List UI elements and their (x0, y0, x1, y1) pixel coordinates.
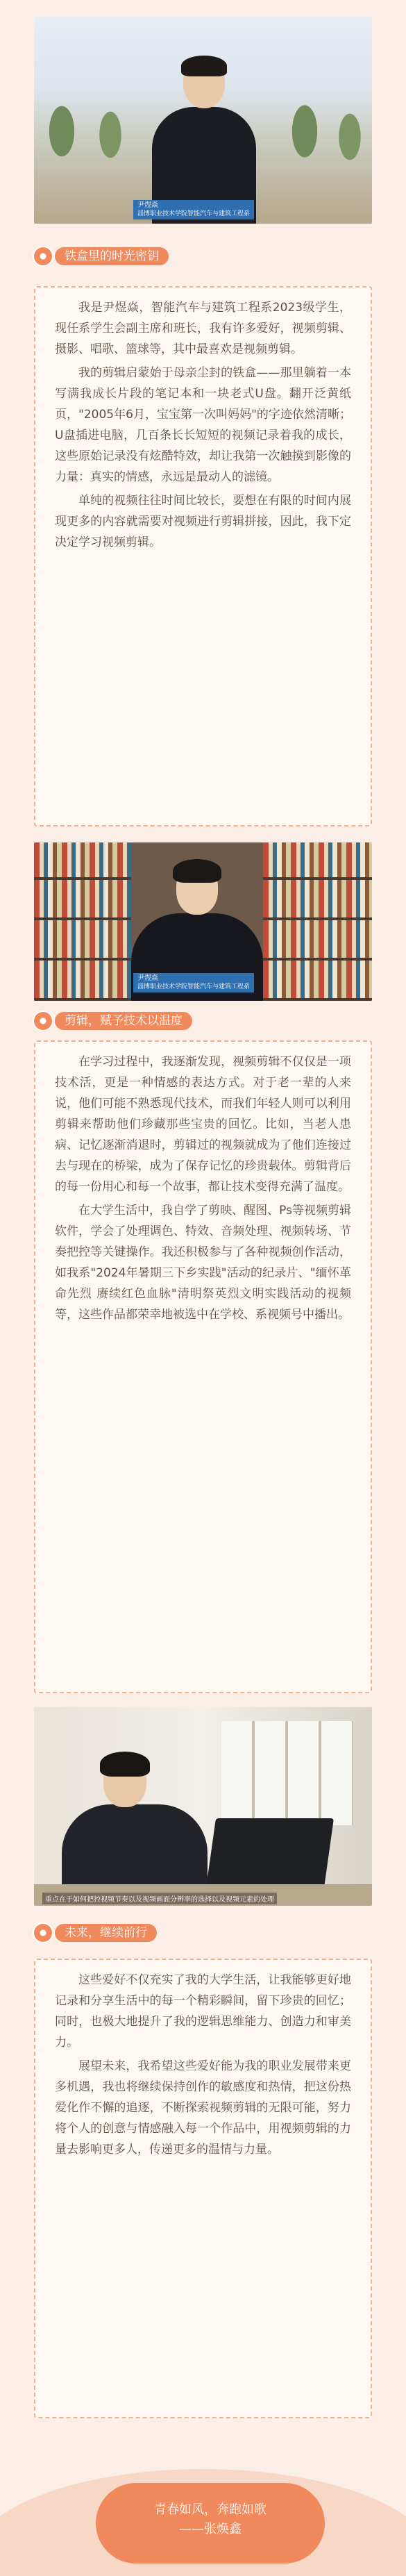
caption-org: 淄博职业技术学院智能汽车与建筑工程系 (137, 983, 251, 990)
photo-caption (133, 973, 254, 992)
flower-icon (34, 1012, 52, 1030)
paragraph: 这些爱好不仅充实了我的大学生活，让我能够更好地记录和分享生活中的每一个精彩瞬间，留下珍贵的回忆；同时，也极大地提升了我的逻辑思维能力、创造力和审美力。 (55, 1973, 351, 2050)
photo-student-outdoor (34, 17, 372, 224)
caption-name: 尹煜焱 (137, 201, 158, 209)
laptop (206, 1818, 334, 1888)
paragraph: 在学习过程中，我逐渐发现，视频剪辑不仅仅是一项技术活，更是一种情感的表达方式。对于老一辈的人来说，他们可能不熟悉现代技术，而我们年轻人则可以利用剪辑来帮助他们珍藏那些宝贵的回忆。比如，当老人患病、记忆逐渐消退时，剪辑过的视频就成为了他们连接过去与现在的桥梁，成为了保存记忆的珍贵载体。剪辑背后的每一份用心和每一个故事，都让技术变得充满了温度。 (55, 1055, 351, 1194)
bookshelf (263, 842, 372, 1001)
caption-name: 尹煜焱 (137, 974, 158, 982)
section-title: 未来，继续前行 (55, 1924, 157, 1942)
section-title: 剪辑，赋予技术以温度 (55, 1012, 192, 1030)
text-card-1 (34, 286, 372, 826)
footer-slogan: 青春如风，奔跑如歌 (154, 2502, 267, 2517)
window (221, 1721, 353, 1825)
text-card-2 (34, 1040, 372, 1693)
paragraph: 单纯的视频往往时间比较长，要想在有限的时间内展现更多的内容就需要对视频进行剪辑拼接，因此，我下定决定学习视频剪辑。 (55, 494, 351, 549)
flower-icon (34, 247, 52, 265)
photo-student-library (34, 842, 372, 1001)
paragraph: 我是尹煜焱，智能汽车与建筑工程系2023级学生，现任系学生会副主席和班长，我有许多爱好，视频剪辑、摄影、唱歌、篮球等，其中最喜欢是视频剪辑。 (55, 301, 351, 356)
student-figure (152, 58, 256, 224)
student-figure (62, 1756, 208, 1906)
paragraph: 展望未来，我希望这些爱好能为我的职业发展带来更多机遇，我也将继续保持创作的敏感度和热情，把这份热爱化作不懈的追逐，不断探索视频剪辑的无限可能，努力将个人的创意与情感融入每一个作品中，用视频剪辑的力量去影响更多人，传递更多的温情与力量。 (55, 2059, 351, 2157)
bookshelf (34, 842, 131, 1001)
flower-icon (34, 1924, 52, 1942)
section-title: 铁盒里的时光密钥 (55, 247, 169, 265)
paragraph: 我的剪辑启蒙始于母亲尘封的铁盒——那里躺着一本写满我成长片段的笔记本和一块老式U盘。翻开泛黄纸页，"2005年6月，宝宝第一次叫妈妈"的字迹依然清晰；U盘插进电脑，几百条长长短短的视频记录着我的成长，这些原始记录没有炫酷特效，却让我第一次触摸到影像的力量：真实的情感，永远是最动人的滤镜。 (55, 366, 351, 484)
footer-badge (96, 2483, 325, 2563)
video-subtitle: 重点在于如何把控视频节奏以及视频画面分辨率的选择以及视频元素的处理 (42, 1893, 277, 1904)
caption-org: 淄博职业技术学院智能汽车与建筑工程系 (137, 210, 251, 217)
photo-caption (133, 200, 254, 219)
text-card-3 (34, 1959, 372, 2418)
footer-author: ——张焕鑫 (179, 2522, 242, 2536)
paragraph: 在大学生活中，我自学了剪映、醒图、Ps等视频剪辑软件，学会了处理调色、特效、音频处理、视频转场、节奏把控等关键操作。我还积极参与了各种视频创作活动，如我系"2024年暑期三下乡实践"活动的纪录片、"缅怀革命先烈 赓续红色血脉"清明祭英烈文明实践活动的视频等，这些作品都荣幸地被选中在学校、系视频号中播出。 (55, 1204, 351, 1322)
photo-student-laptop (34, 1707, 372, 1906)
